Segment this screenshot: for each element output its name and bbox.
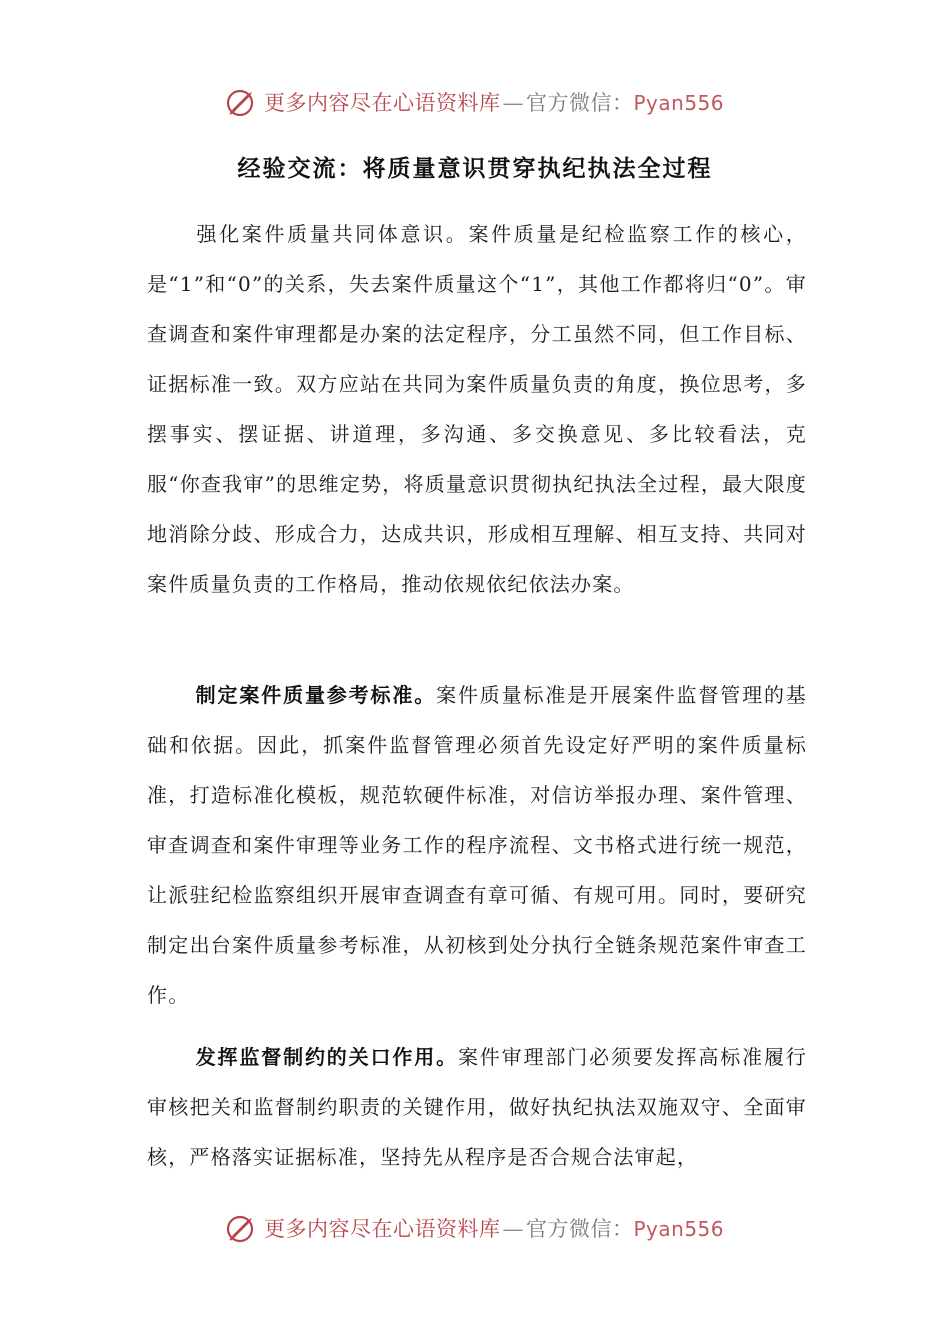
paragraph-3-lead: 发挥监督制约的关口作用。 bbox=[195, 1045, 458, 1069]
pen-logo-icon bbox=[226, 1212, 258, 1244]
watermark-text bbox=[264, 87, 724, 117]
watermark-brand: 更多内容尽在心语资料库 bbox=[263, 91, 501, 115]
watermark-label: 官方微信： bbox=[525, 1217, 634, 1241]
watermark-brand: 更多内容尽在心语资料库 bbox=[263, 1217, 501, 1241]
watermark-dash: — bbox=[502, 91, 524, 115]
paragraph-2-lead: 制定案件质量参考标准。 bbox=[195, 683, 437, 707]
watermark-wechat-id: Pyan556 bbox=[633, 1217, 724, 1241]
watermark-label: 官方微信： bbox=[525, 91, 634, 115]
watermark-wechat-id: Pyan556 bbox=[633, 91, 724, 115]
paragraph-1-text: 强化案件质量共同体意识。案件质量是纪检监察工作的核心，是“1”和“0”的关系，失去案件质量这个“1”，其他工作都将归“0”。审查调查和案件审理都是办案的法定程序，分工虽然不同，但工作目标、证据标准一致。双方应站在共同为案件质量负责的角度，换位思考，多摆事实、摆证据、讲道理，多沟通、多交换意见、多比较看法，克服“你查我审”的思维定势，将质量意识贯彻执纪执法全过程，最大限度地消除分歧、形成合力，达成共识，形成相互理解、相互支持、共同对案件质量负责的工作格局，推动依规依纪依法办案。 bbox=[147, 222, 807, 596]
watermark-text bbox=[264, 1213, 724, 1243]
document-title: 经验交流：将质量意识贯穿执纪执法全过程 bbox=[237, 156, 713, 182]
paragraph-3 bbox=[147, 1032, 807, 1182]
paragraph-3-text: 案件审理部门必须要发挥高标准履行审核把关和监督制约职责的关键作用，做好执纪执法双施双守、全面审核，严格落实证据标准，坚持先从程序是否合规合法审起， bbox=[147, 1045, 808, 1169]
paragraph-2 bbox=[147, 670, 807, 1020]
footer-watermark-banner bbox=[0, 1206, 950, 1250]
paragraph-2-text: 案件质量标准是开展案件监督管理的基础和依据。因此，抓案件监督管理必须首先设定好严明的案件质量标准，打造标准化模板，规范软硬件标准，对信访举报办理、案件管理、审查调查和案件审理等业务工作的程序流程、文书格式进行统一规范，让派驻纪检监察组织开展审查调查有章可循、有规可用。同时，要研究制定出台案件质量参考标准，从初核到处分执行全链条规范案件审查工作。 bbox=[147, 683, 808, 1007]
watermark-dash: — bbox=[502, 1217, 524, 1241]
header-watermark-banner bbox=[0, 80, 950, 124]
paragraph-1 bbox=[147, 209, 807, 609]
pen-logo-icon bbox=[226, 86, 258, 118]
